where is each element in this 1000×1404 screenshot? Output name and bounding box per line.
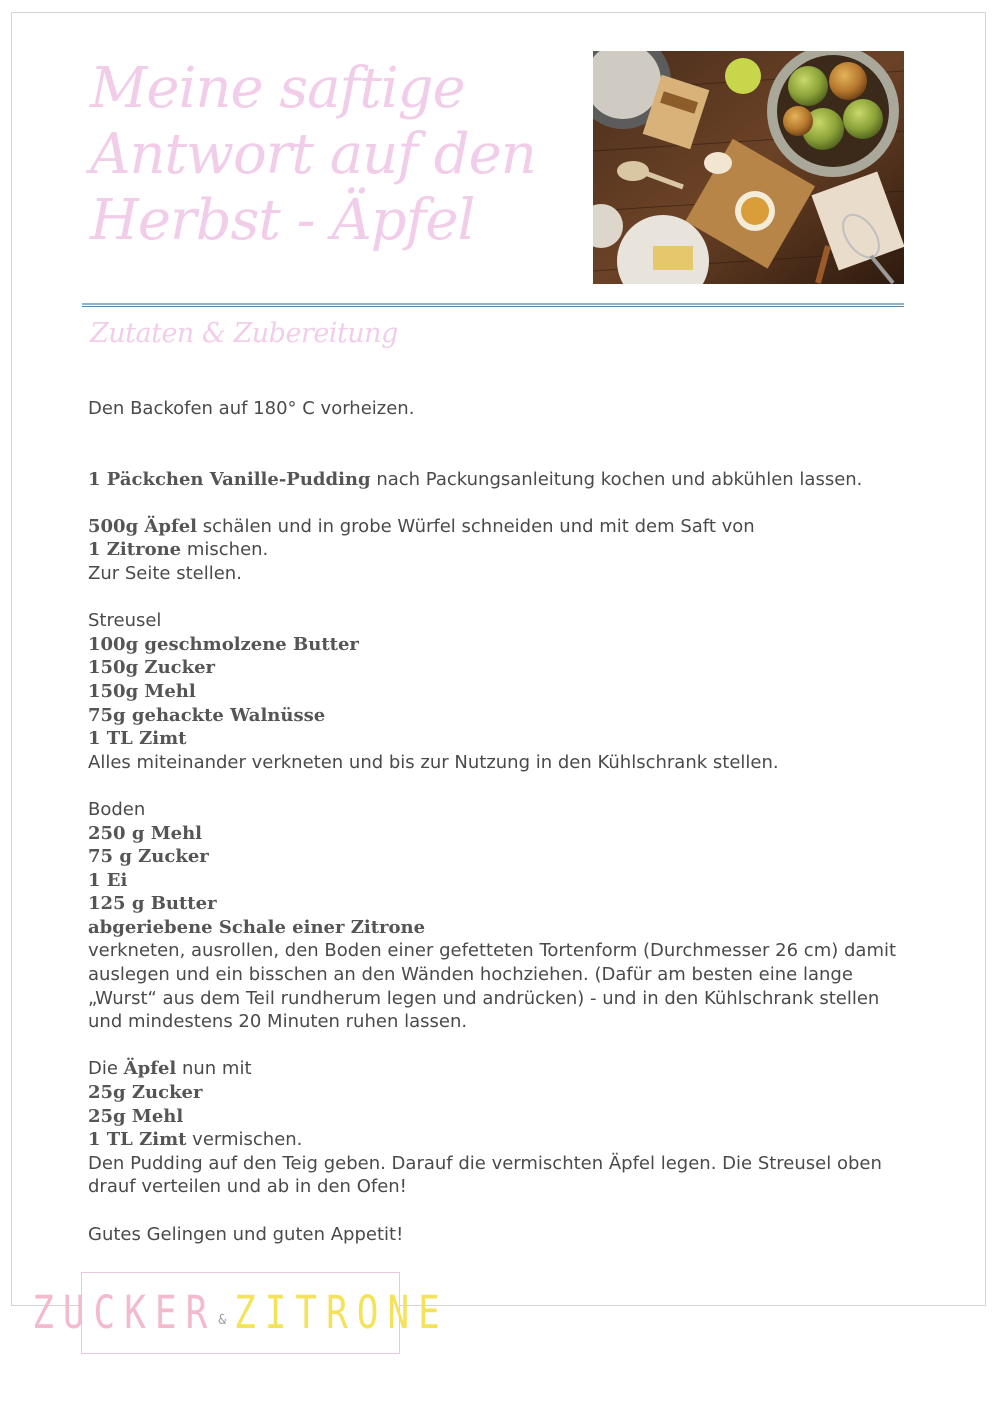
apples-ingredient: 500g Äpfel	[88, 515, 198, 537]
ingredient-line	[88, 656, 918, 680]
mix-prefix: Die	[88, 1058, 124, 1080]
lemon-ingredient: 1 Zitrone	[88, 539, 182, 561]
ingredient-line	[88, 1105, 918, 1129]
recipe-title: Meine saftige Antwort auf den Herbst - Äpfel	[90, 56, 536, 253]
header-divider	[82, 303, 904, 305]
ingredient-line	[88, 869, 918, 893]
photo-illustration	[593, 51, 904, 284]
cinnamon-instruction	[88, 1128, 918, 1152]
streusel-flour: 150g Mehl	[88, 680, 196, 702]
pudding-ingredient: 1 Päckchen Vanille-Pudding	[88, 468, 371, 490]
recipe-body	[88, 397, 918, 1246]
brand-logo	[32, 1272, 449, 1354]
set-aside-text: Zur Seite stellen.	[88, 562, 242, 584]
ingredient-line	[88, 916, 918, 940]
lemon-text: mischen.	[181, 539, 269, 561]
pudding-text: nach Packungsanleitung kochen und abkühlen lassen.	[370, 468, 863, 490]
boden-instruction: verkneten, ausrollen, den Boden einer gefetteten Tortenform (Durchmesser 26 cm) damit auslegen und ein bisschen an den Wänden hochziehen. (Dafür am besten eine lange „Wurst“ aus dem Teil rundherum legen und andrücken) - und in den Kühlschrank stellen und mindestens 20 Minuten ruhen lassen.	[88, 940, 897, 1033]
lemon-instruction	[88, 538, 918, 562]
ingredient-line	[88, 892, 918, 916]
mix-sugar: 25g Zucker	[88, 1082, 203, 1104]
ingredient-line	[88, 680, 918, 704]
mix-instruction	[88, 1057, 918, 1081]
boden-heading: Boden	[88, 798, 146, 820]
mix-cinnamon: 1 TL Zimt	[88, 1129, 187, 1151]
logo-ampersand: &	[218, 1312, 227, 1328]
mix-suffix: nun mit	[176, 1058, 252, 1080]
ingredient-line	[88, 633, 918, 657]
pudding-instruction	[88, 468, 918, 492]
streusel-sugar: 150g Zucker	[88, 657, 216, 679]
streusel-instruction: Alles miteinander verkneten und bis zur Nutzung in den Kühlschrank stellen.	[88, 751, 779, 773]
mix-cinnamon-text: vermischen.	[186, 1129, 303, 1151]
mix-flour: 25g Mehl	[88, 1105, 184, 1127]
boden-butter: 125 g Butter	[88, 893, 217, 915]
preheat-instruction: Den Backofen auf 180° C vorheizen.	[88, 398, 415, 419]
ingredient-line	[88, 1081, 918, 1105]
logo-word-zucker: ZUCKER	[32, 1287, 217, 1339]
boden-egg: 1 Ei	[88, 869, 128, 891]
apples-instruction	[88, 515, 918, 539]
streusel-cinnamon: 1 TL Zimt	[88, 728, 187, 750]
mix-apples: Äpfel	[123, 1058, 177, 1080]
streusel-butter: 100g geschmolzene Butter	[88, 633, 359, 655]
boden-lemon-zest: abgeriebene Schale einer Zitrone	[88, 916, 426, 938]
logo-word-zitrone: ZITRONE	[234, 1287, 449, 1339]
boden-flour: 250 g Mehl	[88, 822, 202, 844]
ingredient-line	[88, 822, 918, 846]
apples-text: schälen und in grobe Würfel schneiden und mit dem Saft von	[197, 515, 755, 537]
streusel-walnuts: 75g gehackte Walnüsse	[88, 704, 326, 726]
boden-sugar: 75 g Zucker	[88, 846, 209, 868]
section-subtitle: Zutaten & Zubereitung	[90, 318, 398, 349]
ingredient-line	[88, 704, 918, 728]
finish-instruction: Den Pudding auf den Teig geben. Darauf die vermischten Äpfel legen. Die Streusel oben drauf verteilen und ab in den Ofen!	[88, 1152, 882, 1198]
streusel-heading: Streusel	[88, 610, 162, 632]
ingredient-line	[88, 727, 918, 751]
header-divider-thin	[82, 306, 904, 307]
closing-text: Gutes Gelingen und guten Appetit!	[88, 1223, 404, 1245]
baking-ingredients-photo	[593, 51, 904, 284]
ingredient-line	[88, 845, 918, 869]
